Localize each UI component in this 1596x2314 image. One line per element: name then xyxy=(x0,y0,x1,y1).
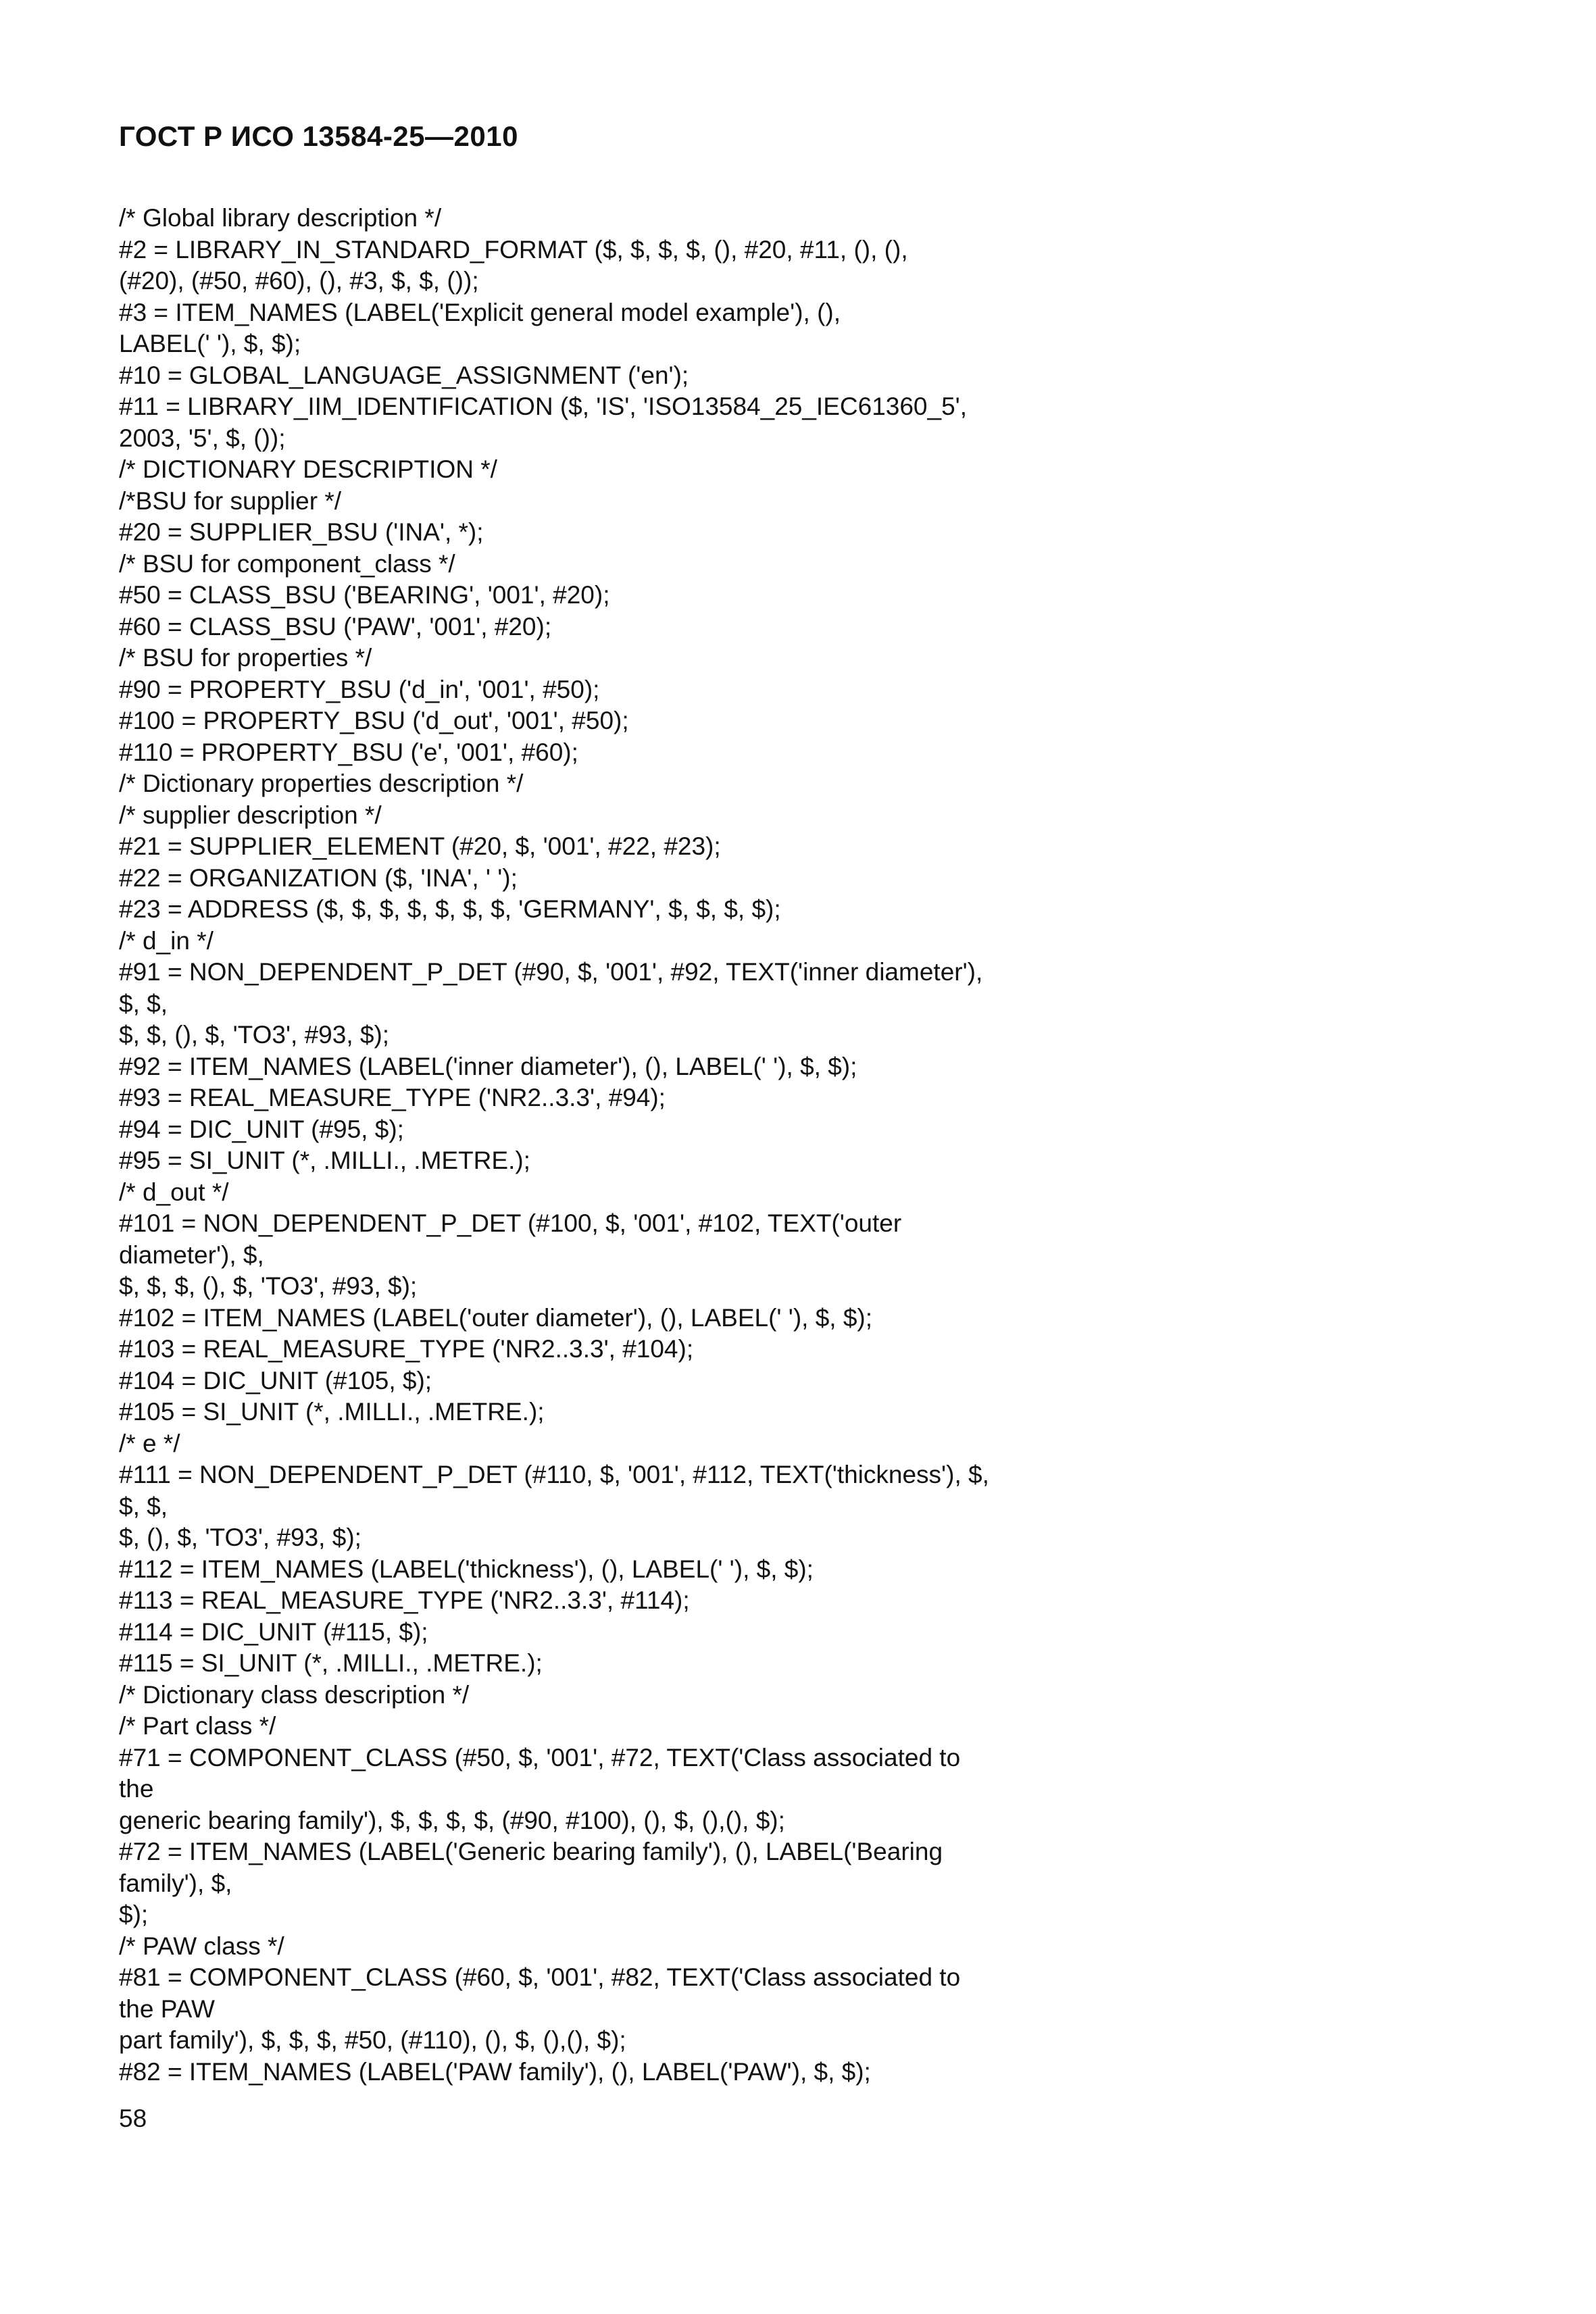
text-line: #114 = DIC_UNIT (#115, $); xyxy=(119,1617,428,1646)
text-line: /* d_out */ xyxy=(119,1178,229,1206)
text-line: #72 = ITEM_NAMES (LABEL('Generic bearing family'), (), LABEL('Bearing xyxy=(119,1838,943,1865)
text-line: /* BSU for component_class */ xyxy=(119,549,455,578)
text-line: LABEL(' '), $, $); xyxy=(119,330,301,357)
text-line: #60 = CLASS_BSU ('PAW', '001', #20); xyxy=(119,612,552,640)
text-line: #10 = GLOBAL_LANGUAGE_ASSIGNMENT ('en'); xyxy=(119,361,689,389)
text-line: #92 = ITEM_NAMES (LABEL('inner diameter'), (), LABEL(' '), $, $); xyxy=(119,1052,857,1080)
text-line: #100 = PROPERTY_BSU ('d_out', '001', #50); xyxy=(119,707,629,734)
text-line: 2003, '5', $, ()); xyxy=(119,424,286,452)
text-line: #23 = ADDRESS ($, $, $, $, $, $, $, 'GERMANY', $, $, $, $); xyxy=(119,895,781,923)
text-line: /* d_in */ xyxy=(119,926,214,955)
text-line: family'), $, xyxy=(119,1869,232,1897)
text-line: diameter'), $, xyxy=(119,1240,264,1269)
text-line: #101 = NON_DEPENDENT_P_DET (#100, $, '001', #102, TEXT('outer xyxy=(119,1209,902,1237)
text-line: /* Global library description */ xyxy=(119,204,442,232)
page-header-title: ГОСТ Р ИСО 13584-25—2010 xyxy=(119,120,518,152)
text-line: /* Dictionary class description */ xyxy=(119,1680,470,1709)
text-line: #95 = SI_UNIT (*, .MILLI., .METRE.); xyxy=(119,1147,530,1174)
text-line: #50 = CLASS_BSU ('BEARING', '001', #20); xyxy=(119,581,610,609)
text-line: /* supplier description */ xyxy=(119,801,382,829)
text-line: #103 = REAL_MEASURE_TYPE ('NR2..3.3', #104); xyxy=(119,1335,694,1363)
text-line: #93 = REAL_MEASURE_TYPE ('NR2..3.3', #94); xyxy=(119,1084,666,1111)
text-line: #111 = NON_DEPENDENT_P_DET (#110, $, '001', #112, TEXT('thickness'), $, xyxy=(119,1461,989,1488)
text-line: #91 = NON_DEPENDENT_P_DET (#90, $, '001', #92, TEXT('inner diameter'), xyxy=(119,958,983,986)
document-body xyxy=(119,203,1200,2088)
text-line: $, $, (), $, 'TO3', #93, $); xyxy=(119,1021,390,1049)
text-line: /* Dictionary properties description */ xyxy=(119,770,524,797)
text-line: /* e */ xyxy=(119,1429,180,1457)
text-line: $, $, xyxy=(119,989,168,1017)
text-line: #105 = SI_UNIT (*, .MILLI., .METRE.); xyxy=(119,1398,545,1426)
text-line: /* Part class */ xyxy=(119,1712,276,1740)
text-line: #71 = COMPONENT_CLASS (#50, $, '001', #72, TEXT('Class associated to xyxy=(119,1743,961,1771)
text-line: #20 = SUPPLIER_BSU ('INA', *); xyxy=(119,518,484,546)
text-line: #2 = LIBRARY_IN_STANDARD_FORMAT ($, $, $, $, (), #20, #11, (), (), xyxy=(119,235,908,263)
text-line: /* BSU for properties */ xyxy=(119,644,372,672)
text-line: /* DICTIONARY DESCRIPTION */ xyxy=(119,455,497,483)
text-line: part family'), $, $, $, #50, (#110), (), $, (),(), $); xyxy=(119,2026,626,2054)
text-line: $, $, $, (), $, 'TO3', #93, $); xyxy=(119,1272,418,1300)
text-line: $, (), $, 'TO3', #93, $); xyxy=(119,1524,361,1551)
text-line: /* PAW class */ xyxy=(119,1932,284,1960)
text-line: #115 = SI_UNIT (*, .MILLI., .METRE.); xyxy=(119,1649,543,1677)
text-line: #110 = PROPERTY_BSU ('e', '001', #60); xyxy=(119,738,578,766)
text-line: the xyxy=(119,1775,154,1803)
text-line: generic bearing family'), $, $, $, $, (#90, #100), (), $, (),(), $); xyxy=(119,1806,785,1834)
text-line: #81 = COMPONENT_CLASS (#60, $, '001', #82, TEXT('Class associated to xyxy=(119,1963,961,1991)
text-line: the PAW xyxy=(119,1994,215,2023)
text-line: (#20), (#50, #60), (), #3, $, $, ()); xyxy=(119,267,479,295)
text-line: #21 = SUPPLIER_ELEMENT (#20, $, '001', #22, #23); xyxy=(119,832,721,860)
text-line: #94 = DIC_UNIT (#95, $); xyxy=(119,1115,404,1143)
text-line: #104 = DIC_UNIT (#105, $); xyxy=(119,1366,432,1394)
text-line: #90 = PROPERTY_BSU ('d_in', '001', #50); xyxy=(119,675,600,703)
text-line: #113 = REAL_MEASURE_TYPE ('NR2..3.3', #114); xyxy=(119,1586,690,1614)
page-number: 58 xyxy=(119,2105,147,2132)
text-line: #112 = ITEM_NAMES (LABEL('thickness'), (), LABEL(' '), $, $); xyxy=(119,1555,814,1583)
text-line: #11 = LIBRARY_IIM_IDENTIFICATION ($, 'IS', 'ISO13584_25_IEC61360_5', xyxy=(119,393,968,420)
text-line: #3 = ITEM_NAMES (LABEL('Explicit general model example'), (), xyxy=(119,298,841,326)
text-line: #22 = ORGANIZATION ($, 'INA', ' '); xyxy=(119,863,518,892)
text-line: /*BSU for supplier */ xyxy=(119,486,342,515)
text-line: #82 = ITEM_NAMES (LABEL('PAW family'), (), LABEL('PAW'), $, $); xyxy=(119,2057,871,2086)
text-line: $); xyxy=(119,1901,149,1928)
text-line: #102 = ITEM_NAMES (LABEL('outer diameter'), (), LABEL(' '), $, $); xyxy=(119,1303,873,1332)
text-line: $, $, xyxy=(119,1492,168,1520)
